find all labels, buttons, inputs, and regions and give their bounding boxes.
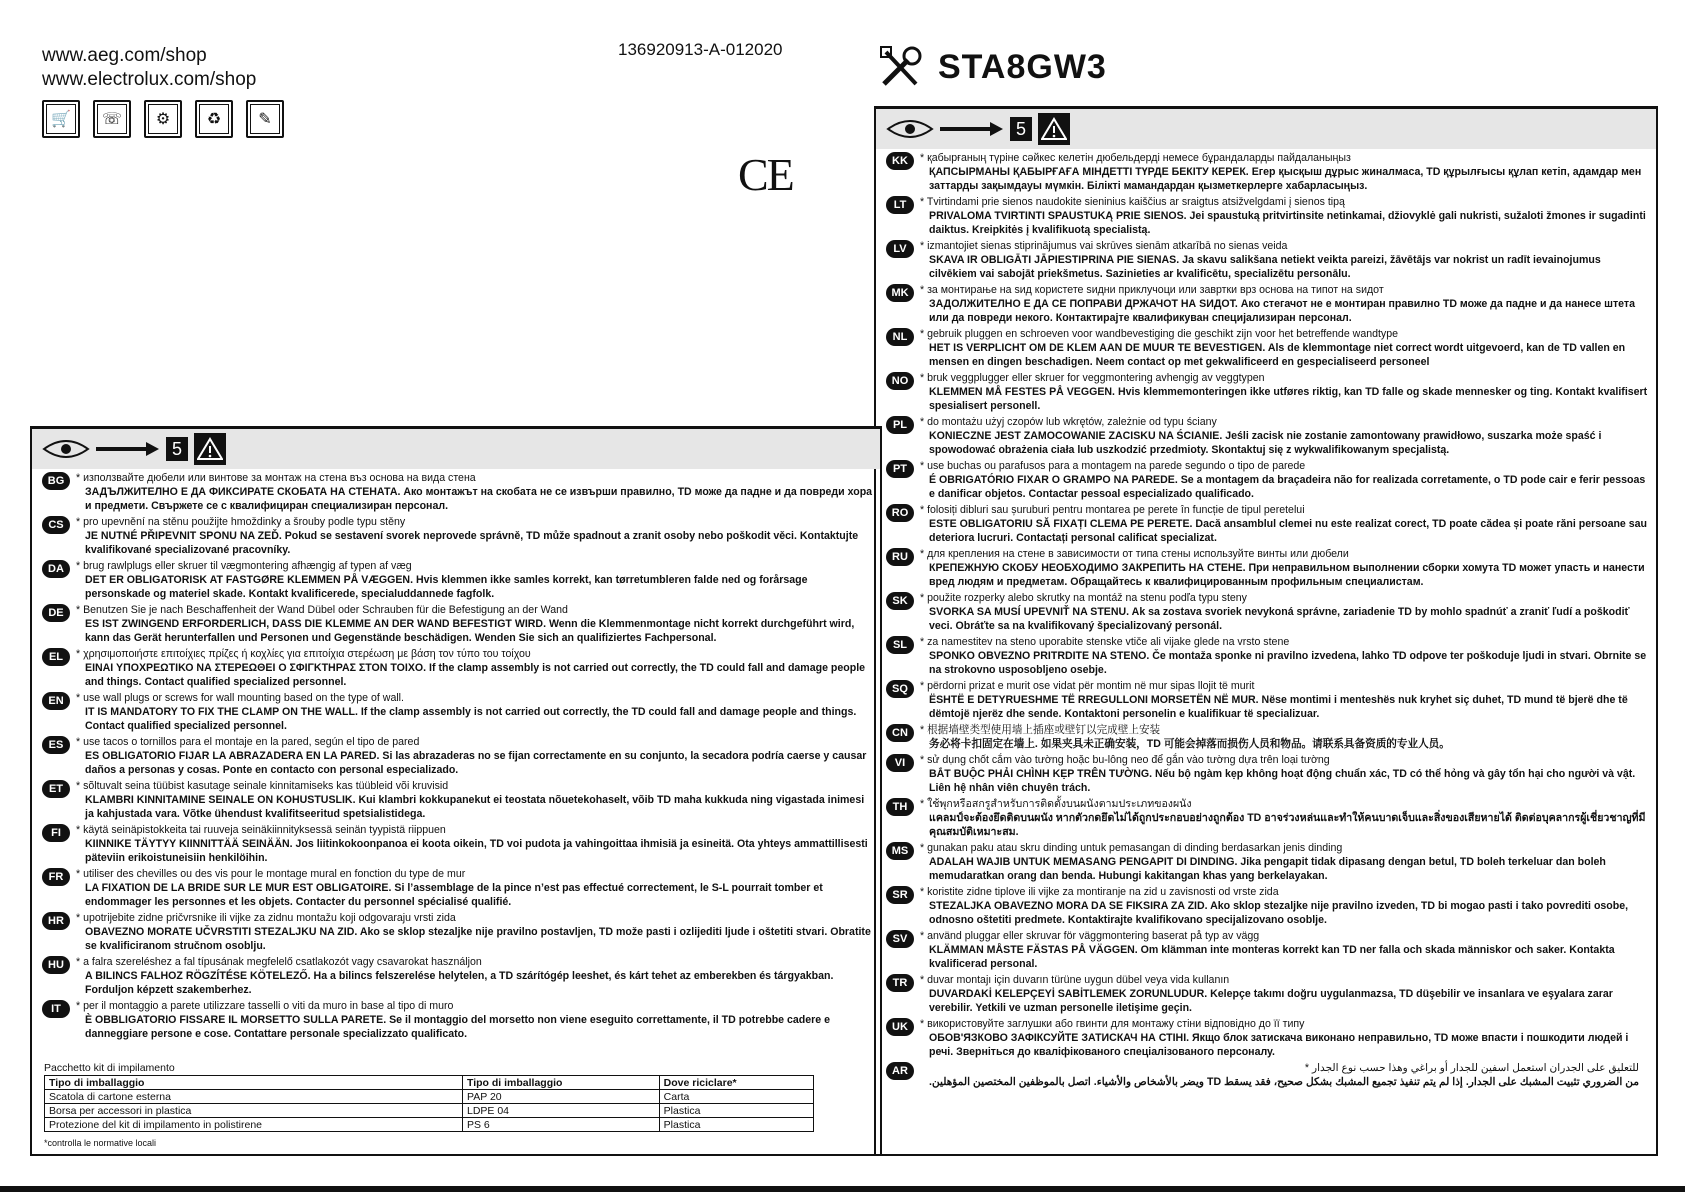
warning-line: DET ER OBLIGATORISK AT FASTGØRE KLEMMEN PÅ VÆGGEN. Hvis klemmen ikke samles korrekt, kan tørretumbleren falde ned og forårsage personskade og materiel skade. Kontakt kvalificerede, specialuddannede fagfolk. bbox=[85, 574, 808, 600]
instruction-line: * pro upevnění na stěnu použijte hmoždinky a šrouby podle typu stěny bbox=[76, 516, 406, 528]
step-number: 5 bbox=[1010, 117, 1032, 141]
language-item-nl bbox=[886, 327, 1650, 369]
table-cell: LDPE 04 bbox=[462, 1104, 659, 1118]
warning-line: KIINNIKE TÄYTYY KIINNITTÄÄ SEINÄÄN. Jos liitinkokoonpanoa ei koota oikein, TD voi pudota ja vahingoittaa ihmisiä ja esineitä. Ota yhteys ammattillisesti päteviin erikoistuneisiin henkilöihin. bbox=[85, 838, 868, 864]
language-item-hr bbox=[42, 911, 874, 953]
warning-line: OBAVEZNO MORATE UČVRSTITI STEZALJKU NA ZID. Ako se sklop stezaljke nije pravilno postavljen, TD može pasti i ozlijediti ljude i oštetiti stvari. Obratite se kvalificiranom stručnom osoblju. bbox=[85, 926, 871, 952]
column-header: Dove riciclare* bbox=[659, 1076, 813, 1090]
table-header-row bbox=[45, 1076, 814, 1090]
instruction-line: * sử dụng chốt cắm vào tường hoặc bu-lông neo để gắn vào tường dựa trên loại tường bbox=[920, 754, 1330, 766]
warning-line: ËSHTË E DETYRUESHME TË RREGULLONI MORSETËN NË MUR. Nëse montimi i menteshës nuk kryhet siç duhet, TD mund të bjerë dhe të dëmtojë njerëz dhe sende. Kontaktoni personelin e kualifikuar të specializuar. bbox=[929, 694, 1628, 720]
ce-mark: CE bbox=[738, 149, 793, 200]
instruction-line: * përdorni prizat e murit ose vidat për montim në mur sipas llojit të murit bbox=[920, 680, 1255, 692]
language-item-th bbox=[886, 797, 1650, 839]
language-badge: TH bbox=[886, 798, 914, 816]
language-badge: UK bbox=[886, 1018, 914, 1036]
instruction-text bbox=[920, 415, 1650, 457]
language-badge: TR bbox=[886, 974, 914, 992]
shop-urls bbox=[42, 44, 256, 92]
language-badge: MS bbox=[886, 842, 914, 860]
instruction-text bbox=[76, 823, 874, 865]
arrow-icon bbox=[940, 121, 1004, 137]
language-item-bg bbox=[42, 471, 874, 513]
warning-line: JE NUTNÉ PŘIPEVNIT SPONU NA ZEĎ. Pokud se sestavení svorek neprovede správně, TD může spadnout a zranit osoby nebo poškodit věci. Kontaktujte kvalifikované specializované pracovníky. bbox=[85, 530, 859, 556]
instruction-text bbox=[920, 591, 1650, 633]
warning-line: من الضروري تثبيت المشبك على الجدار. إذا لم يتم تنفيذ تجميع المشبك بشكل صحيح، فقد يسقط TD ويضر بالأشخاص والأشياء. اتصل بالموظفين المختصين المؤهلين. bbox=[929, 1076, 1640, 1088]
right-instructions bbox=[876, 149, 1656, 1089]
language-badge: RO bbox=[886, 504, 914, 522]
left-panel bbox=[30, 426, 882, 1156]
instruction-text bbox=[920, 503, 1650, 545]
language-item-es bbox=[42, 735, 874, 777]
language-item-et bbox=[42, 779, 874, 821]
instruction-line: * použite rozperky alebo skrutky na montáž na stenu podľa typu steny bbox=[920, 592, 1247, 604]
language-item-vi bbox=[886, 753, 1650, 795]
language-badge: LT bbox=[886, 196, 914, 214]
instruction-text bbox=[76, 515, 874, 557]
warning-line: IT IS MANDATORY TO FIX THE CLAMP ON THE WALL. If the clamp assembly is not carried out correctly, the TD could fall and damage people and things. Contact qualified specialized personnel. bbox=[85, 706, 857, 732]
warning-line: KONIECZNE JEST ZAMOCOWANIE ZACISKU NA ŚCIANIE. Jeśli zacisk nie zostanie zamontowany prawidłowo, suszarka może spaść i spowodować obrażenia ciała lub uszkodzić przedmioty. Skontaktuj się z wykwalifikowanym specjalistą. bbox=[929, 430, 1602, 456]
language-badge: MK bbox=[886, 284, 914, 302]
language-item-sv bbox=[886, 929, 1650, 971]
language-item-ar bbox=[886, 1061, 1650, 1089]
language-badge: PL bbox=[886, 416, 914, 434]
language-item-cs bbox=[42, 515, 874, 557]
instruction-text bbox=[920, 1061, 1639, 1089]
table-cell: PS 6 bbox=[462, 1118, 659, 1132]
instruction-line: * gebruik pluggen en schroeven voor wandbevestiging die geschikt zijn voor het betreffende wandtype bbox=[920, 328, 1399, 340]
cart-icon: 🛒 bbox=[42, 100, 80, 138]
warning-line: ESTE OBLIGATORIU SĂ FIXAȚI CLEMA PE PERETE. Dacă ansamblul clemei nu este realizat corect, TD poate cădea și poate răni persoane sau deteriora lucruri. Contactați personal calificat specializat. bbox=[929, 518, 1648, 544]
language-badge: SR bbox=[886, 886, 914, 904]
warning-icon bbox=[1038, 113, 1070, 145]
bottom-border bbox=[0, 1186, 1685, 1192]
table-row bbox=[45, 1104, 814, 1118]
instruction-text bbox=[920, 797, 1650, 839]
warning-line: SPONKO OBVEZNO PRITRDITE NA STENO. Če montaža sponke ni pravilno izvedena, lahko TD odpove ter poškoduje ljudi in stvari. Obrnite se na strokovno usposobljeno osebje. bbox=[929, 650, 1647, 676]
instruction-text bbox=[76, 603, 874, 645]
instruction-line: * Benutzen Sie je nach Beschaffenheit der Wand Dübel oder Schrauben für die Befestigung an der Wand bbox=[76, 604, 568, 616]
language-badge: KK bbox=[886, 152, 914, 170]
instruction-text bbox=[76, 471, 874, 513]
model-name: STA8GW3 bbox=[938, 47, 1107, 86]
settings-icon: ⚙ bbox=[144, 100, 182, 138]
warning-line: É OBRIGATÓRIO FIXAR O GRAMPO NA PAREDE. Se a montagem da braçadeira não for realizada corretamente, o TD pode cair e ferir pessoas e danificar objetos. Contactar pessoal especializado qualificado. bbox=[929, 474, 1646, 500]
instruction-line: * използвайте дюбели или винтове за монтаж на стена въз основа на вида стена bbox=[76, 472, 476, 484]
warning-line: A BILINCS FALHOZ RÖGZÍTÉSE KÖTELEZŐ. Ha a bilincs felszerelése helytelen, a TD szárítógép leeshet, és kárt tehet az emberekben és tárgyakban. Forduljon képzett szakemberhez. bbox=[85, 970, 834, 996]
instruction-line: * за монтирање на ѕид користете ѕидни приклучоци или завртки врз основа на типот на ѕидот bbox=[920, 284, 1384, 296]
table-row bbox=[45, 1090, 814, 1104]
instruction-text bbox=[920, 239, 1650, 281]
language-item-sr bbox=[886, 885, 1650, 927]
language-item-sk bbox=[886, 591, 1650, 633]
language-item-en bbox=[42, 691, 874, 733]
instruction-text bbox=[920, 679, 1650, 721]
model-header bbox=[878, 44, 1107, 90]
support-icon: ☏ bbox=[93, 100, 131, 138]
language-item-sl bbox=[886, 635, 1650, 677]
instruction-text bbox=[920, 327, 1650, 369]
language-badge: BG bbox=[42, 472, 70, 490]
warning-line: STEZALJKA OBAVEZNO MORA DA SE FIKSIRA ZA ZID. Ako sklop stezaljke nije pravilno izveden, TD bi mogao pasti i tako povrediti osobe, odnosno oštetiti predmete. Kontaktirajte kvalifikovano specijalizovano osoblje. bbox=[929, 900, 1629, 926]
instruction-line: * upotrijebite zidne pričvrsnike ili vijke za zidnu montažu koji odgovaraju vrsti zida bbox=[76, 912, 456, 924]
warning-line: SKAVA IR OBLIGĀTI JĀPIESTIPRINA PIE SIENAS. Ja skavu salikšana netiekt veikta pareizi, žāvētājs var nokrist un radīt ievainojumus cilvēkiem vai sabojāt priekšmetus. Sazinieties ar kvalificētu, specializētu personālu. bbox=[929, 254, 1601, 280]
instruction-line: * za namestitev na steno uporabite stenske vtiče ali vijake glede na vrsto stene bbox=[920, 636, 1290, 648]
packaging-table bbox=[44, 1075, 814, 1132]
language-badge: DA bbox=[42, 560, 70, 578]
language-badge: FI bbox=[42, 824, 70, 842]
instruction-line: * bruk veggplugger eller skruer for veggmontering avhengig av veggtypen bbox=[920, 372, 1265, 384]
language-badge: ET bbox=[42, 780, 70, 798]
language-badge: HU bbox=[42, 956, 70, 974]
language-badge: HR bbox=[42, 912, 70, 930]
language-badge: PT bbox=[886, 460, 914, 478]
instruction-text bbox=[76, 559, 874, 601]
language-item-fr bbox=[42, 867, 874, 909]
language-badge: EN bbox=[42, 692, 70, 710]
eye-icon bbox=[42, 437, 90, 461]
instruction-text bbox=[920, 283, 1650, 325]
instruction-text bbox=[920, 841, 1650, 883]
instruction-text bbox=[920, 371, 1650, 413]
service-icons bbox=[42, 100, 284, 138]
warning-line: ОБОВ'ЯЗКОВО ЗАФІКСУЙТЕ ЗАТИСКАЧ НА СТІНІ. Якщо блок затискача виконано неправильно, TD може впасти і пошкодити людей і речі. Зверніться до кваліфікованого спеціалізованого персоналу. bbox=[929, 1032, 1629, 1058]
instruction-line: * utiliser des chevilles ou des vis pour le montage mural en fonction du type de mur bbox=[76, 868, 466, 880]
instruction-line: * қабырғаның түріне сәйкес келетін дюбельдерді немесе бұрандаларды пайдаланыңыз bbox=[920, 152, 1351, 164]
warning-line: ΕΙΝΑΙ ΥΠΟΧΡΕΩΤΙΚΟ ΝΑ ΣΤΕΡΕΩΘΕΙ Ο ΣΦΙΓΚΤΗΡΑΣ ΣΤΟΝ ΤΟΙΧΟ. If the clamp assembly is not carried out correctly, the TD could fall and damage people and things. Contact qualified specialized personnel. bbox=[85, 662, 866, 688]
instruction-line: * sõltuvalt seina tüübist kasutage seinale kinnitamiseks kas tüübleid või kruvisid bbox=[76, 780, 449, 792]
instruction-line: * для крепления на стене в зависимости от типа стены используйте винты или дюбели bbox=[920, 548, 1349, 560]
table-cell: Plastica bbox=[659, 1104, 813, 1118]
table-cell: Plastica bbox=[659, 1118, 813, 1132]
instruction-text bbox=[920, 1017, 1650, 1059]
warning-line: ES IST ZWINGEND ERFORDERLICH, DASS DIE KLEMME AN DER WAND BEFESTIGT WIRD. Wenn die Klemmenmontage nicht korrekt durchgeführt wird, kann das Gerät herunterfallen und Personen und Gegenstände beschädigen. Wenden Sie sich an qualifiziertes Fachpersonal. bbox=[85, 618, 855, 644]
shop-icon: ✎ bbox=[246, 100, 284, 138]
document-code: 136920913-A-012020 bbox=[618, 40, 783, 59]
right-panel bbox=[874, 106, 1658, 1156]
recycle-icon: ♻ bbox=[195, 100, 233, 138]
language-item-pl bbox=[886, 415, 1650, 457]
instruction-text bbox=[920, 151, 1650, 193]
instruction-text bbox=[920, 195, 1650, 237]
instruction-text bbox=[920, 635, 1650, 677]
instruction-line: * per il montaggio a parete utilizzare tasselli o viti da muro in base al tipo di muro bbox=[76, 1000, 454, 1012]
language-item-tr bbox=[886, 973, 1650, 1015]
warning-line: KLAMBRI KINNITAMINE SEINALE ON KOHUSTUSLIK. Kui klambri kokkupanekut ei teostata nõuetekohaselt, võib TD maha kukkuda ning vigastada inimesi ja kahjustada vara. Võtke ühendust kvalifitseeritud spetsialistidega. bbox=[85, 794, 865, 820]
instruction-line: * brug rawlplugs eller skruer til vægmontering afhængig af typen af væg bbox=[76, 560, 412, 572]
packaging-note: *controlla le normative locali bbox=[44, 1138, 157, 1148]
language-item-da bbox=[42, 559, 874, 601]
instruction-line: * käytä seinäpistokkeita tai ruuveja seinäkiinnityksessä seinän tyypistä riippuen bbox=[76, 824, 446, 836]
language-badge: SK bbox=[886, 592, 914, 610]
language-badge: LV bbox=[886, 240, 914, 258]
instruction-text bbox=[76, 911, 874, 953]
warning-line: LA FIXATION DE LA BRIDE SUR LE MUR EST OBLIGATOIRE. Si l’assemblage de la pince n’est pas effectué correctement, le S-L pourrait tomber et endommager les personnes et les objets. Contacter du personnel spécialisé qualifié. bbox=[85, 882, 823, 908]
language-item-mk bbox=[886, 283, 1650, 325]
language-badge: CS bbox=[42, 516, 70, 534]
language-item-fi bbox=[42, 823, 874, 865]
instruction-text bbox=[920, 753, 1650, 795]
language-badge: ES bbox=[42, 736, 70, 754]
instruction-text bbox=[76, 691, 874, 733]
table-cell: Scatola di cartone esterna bbox=[45, 1090, 463, 1104]
language-badge: FR bbox=[42, 868, 70, 886]
instruction-line: * izmantojiet sienas stiprinājumus vai skrūves sienām atkarībā no sienas veida bbox=[920, 240, 1288, 252]
instruction-line: * Tvirtindami prie sienos naudokite sieninius kaiščius ar sraigtus atsižvelgdami į sienos tipą bbox=[920, 196, 1345, 208]
warning-line: 务必将卡扣固定在墙上. 如果夹具未正确安装，TD 可能会掉落而损伤人员和物品。请联系具备资质的专业人员。 bbox=[929, 738, 1450, 750]
instruction-text bbox=[76, 735, 874, 777]
instruction-text bbox=[76, 647, 874, 689]
language-badge: EL bbox=[42, 648, 70, 666]
instruction-text bbox=[76, 999, 874, 1041]
instruction-text bbox=[920, 459, 1650, 501]
aeg-url[interactable]: www.aeg.com/shop bbox=[42, 45, 207, 66]
instruction-line: * ใช้พุกหรือสกรูสำหรับการติดตั้งบนผนังตามประเภทของผนัง bbox=[920, 798, 1192, 810]
instruction-text bbox=[76, 867, 874, 909]
instruction-line: * gunakan paku atau skru dinding untuk pemasangan di dinding berdasarkan jenis dinding bbox=[920, 842, 1343, 854]
instruction-line: للتعليق على الجدران استعمل اسفين للجدار أو براغي وهذا حسب نوع الجدار * bbox=[1304, 1062, 1640, 1074]
instruction-line: * use buchas ou parafusos para a montagem na parede segundo o tipo de parede bbox=[920, 460, 1306, 472]
instruction-text bbox=[920, 885, 1650, 927]
table-cell: Borsa per accessori in plastica bbox=[45, 1104, 463, 1118]
panel-header-right bbox=[876, 106, 1656, 149]
table-cell: Carta bbox=[659, 1090, 813, 1104]
language-badge: IT bbox=[42, 1000, 70, 1018]
instruction-line: * use wall plugs or screws for wall mounting based on the type of wall. bbox=[76, 692, 404, 704]
language-badge: DE bbox=[42, 604, 70, 622]
language-item-ro bbox=[886, 503, 1650, 545]
warning-line: KLEMMEN MÅ FESTES PÅ VEGGEN. Hvis klemmemonteringen ikke utføres riktig, kan TD falle og skade mennesker og ting. Kontakt kvalifisert spesialisert personell. bbox=[929, 386, 1648, 412]
instruction-line: * do montażu użyj czopów lub wkrętów, zależnie od typu ściany bbox=[920, 416, 1217, 428]
language-badge: SL bbox=[886, 636, 914, 654]
language-badge: SQ bbox=[886, 680, 914, 698]
instruction-line: * duvar montajı için duvarın türüne uygun dübel veya vida kullanın bbox=[920, 974, 1230, 986]
warning-line: BẮT BUỘC PHẢI CHÌNH KẸP TRÊN TƯỜNG. Nếu bộ ngàm kẹp không hoạt động chuẩn xác, TD có thể hỏng và gây tổn hại cho người và vật. Liên hệ nhân viên chuyên trách. bbox=[929, 768, 1636, 794]
eye-icon bbox=[886, 117, 934, 141]
language-item-lt bbox=[886, 195, 1650, 237]
language-item-cn bbox=[886, 723, 1650, 751]
instruction-line: * використовуйте заглушки або гвинти для монтажу стіни відповідно до її типу bbox=[920, 1018, 1305, 1030]
language-badge: VI bbox=[886, 754, 914, 772]
language-item-no bbox=[886, 371, 1650, 413]
warning-icon bbox=[194, 433, 226, 465]
warning-line: ЗАДОЛЖИТЕЛНО Е ДА СЕ ПОПРАВИ ДРЖАЧОТ НА ЅИДОТ. Ако стегачот не е монтиран правилно TD може да падне и да нанесе штета или да повреди некого. Контактирајте квалификуван специјализиран персонал. bbox=[929, 298, 1636, 324]
instruction-text bbox=[920, 723, 1450, 751]
language-item-ms bbox=[886, 841, 1650, 883]
warning-line: È OBBLIGATORIO FISSARE IL MORSETTO SULLA PARETE. Se il montaggio del morsetto non viene eseguito correttamente, il TD potrebbe cadere e danneggiare persone e cose. Contattare personale specializzato qualificato. bbox=[85, 1014, 831, 1040]
instruction-line: * use tacos o tornillos para el montaje en la pared, según el tipo de pared bbox=[76, 736, 420, 748]
instruction-line: * använd pluggar eller skruvar för väggmontering baserat på typ av vägg bbox=[920, 930, 1260, 942]
warning-line: DUVARDAKİ KELEPÇEYİ SABİTLEMEK ZORUNLUDUR. Kelepçe takımı doğru uygulanmazsa, TD düşebilir ve insanlara ve eşyalara zarar verebilir. Yetkili ve uzman personelle iletişime geçin. bbox=[929, 988, 1613, 1014]
language-item-pt bbox=[886, 459, 1650, 501]
language-item-uk bbox=[886, 1017, 1650, 1059]
warning-line: HET IS VERPLICHT OM DE KLEM AAN DE MUUR TE BEVESTIGEN. Als de klemmontage niet correct wordt uitgevoerd, kan de TD vallen en mensen en dingen beschadigen. Neem contact op met gekwalificeerd en gespecialiseerd personeel bbox=[929, 342, 1626, 368]
instruction-text bbox=[920, 973, 1650, 1015]
table-row bbox=[45, 1118, 814, 1132]
instruction-text bbox=[920, 929, 1650, 971]
language-item-el bbox=[42, 647, 874, 689]
language-item-kk bbox=[886, 151, 1650, 193]
instruction-text bbox=[76, 955, 874, 997]
warning-line: SVORKA SA MUSÍ UPEVNIŤ NA STENU. Ak sa zostava svoriek nevykoná správne, zariadenie TD by mohlo spadnúť a zraniť ľudí a poškodiť veci. Obráťte sa na kvalifikovaný špecializovaný personál. bbox=[929, 606, 1630, 632]
warning-line: PRIVALOMA TVIRTINTI SPAUSTUKĄ PRIE SIENOS. Jei spaustuką pritvirtinsite netinkamai, džiovyklė gali nukristi, sužaloti žmones ir sugadinti daiktus. Kreipkitės į kvalifikuotą specialistą. bbox=[929, 210, 1646, 236]
language-badge: NL bbox=[886, 328, 914, 346]
left-instructions bbox=[32, 469, 880, 1041]
warning-line: แคลมป์จะต้องยึดติดบนผนัง หากตัวกดยึดไม่ได้ถูกประกอบอย่างถูกต้อง TD อาจร่วงหล่นและทำให้คนบาดเจ็บและสิ่งของเสียหายได้ ติดต่อบุคลากรผู้เชี่ยวชาญที่มีคุณสมบัติเหมาะสม. bbox=[929, 812, 1646, 838]
language-badge: SV bbox=[886, 930, 914, 948]
table-cell: PAP 20 bbox=[462, 1090, 659, 1104]
arrow-icon bbox=[96, 441, 160, 457]
language-badge: NO bbox=[886, 372, 914, 390]
instruction-line: * koristite zidne tiplove ili vijke za montiranje na zid u zavisnosti od vrste zida bbox=[920, 886, 1279, 898]
language-item-lv bbox=[886, 239, 1650, 281]
column-header: Tipo di imballaggio bbox=[462, 1076, 659, 1090]
electrolux-url[interactable]: www.electrolux.com/shop bbox=[42, 69, 257, 90]
warning-line: КРЕПЕЖНУЮ СКОБУ НЕОБХОДИМО ЗАКРЕПИТЬ НА СТЕНЕ. При неправильном выполнении сборки хомута TD может упасть и нанести вред людям и предметам. Обращайтесь к квалифицированным профильным специалистам. bbox=[929, 562, 1645, 588]
warning-line: KLÄMMAN MÅSTE FÄSTAS PÅ VÄGGEN. Om klämman inte monteras korrekt kan TD ner falla och skada människor och saker. Kontakta kvalificerad personal. bbox=[929, 944, 1615, 970]
language-item-it bbox=[42, 999, 874, 1041]
warning-line: ҚАПСЫРМАНЫ ҚАБЫРҒАҒА МІНДЕТТІ ТҮРДЕ БЕКІТУ КЕРЕК. Егер қысқыш дұрыс жиналмаса, TD құрылғысы құлап кетіп, адамдар мен заттарды зақымдауы мүмкін. Білікті мамандардан қызметкерлерге хабарласыңыз. bbox=[929, 166, 1642, 192]
language-item-ru bbox=[886, 547, 1650, 589]
language-item-de bbox=[42, 603, 874, 645]
step-number: 5 bbox=[166, 437, 188, 461]
instruction-line: * χρησιμοποιήστε επιτοίχιες πρίζες ή κοχλίες για επιτοίχια στερέωση με βάση τον τύπο του τοίχου bbox=[76, 648, 531, 660]
table-cell: Protezione del kit di impilamento in polistirene bbox=[45, 1118, 463, 1132]
warning-line: ES OBLIGATORIO FIJAR LA ABRAZADERA EN LA PARED. Si las abrazaderas no se fijan correctamente en su conjunto, la secadora podría caerse y causar daños a personas y cosas. Ponte en contacto con personal especializado. bbox=[85, 750, 867, 776]
column-header: Tipo di imballaggio bbox=[45, 1076, 463, 1090]
warning-line: ЗАДЪЛЖИТЕЛНО Е ДА ФИКСИРАТЕ СКОБАТА НА СТЕНАТА. Ако монтажът на скобата не се извърши правилно, TD може да падне и да повреди хора и предмети. Свържете се с квалифициран специализиран персонал. bbox=[85, 486, 873, 512]
packaging-title: Pacchetto kit di impilamento bbox=[44, 1062, 175, 1074]
instruction-line: * folosiți dibluri sau șuruburi pentru montarea pe perete în funcție de tipul peretelui bbox=[920, 504, 1305, 516]
instruction-line: * a falra szereléshez a fal típusának megfelelő csatlakozót vagy csavarokat használjon bbox=[76, 956, 482, 968]
instruction-text bbox=[920, 547, 1650, 589]
panel-header-left bbox=[32, 426, 880, 469]
tools-icon bbox=[878, 44, 924, 90]
language-item-sq bbox=[886, 679, 1650, 721]
language-item-hu bbox=[42, 955, 874, 997]
warning-line: ADALAH WAJIB UNTUK MEMASANG PENGAPIT DI DINDING. Jika pengapit tidak dipasang dengan betul, TD boleh terkeluar dan boleh memudaratkan orang dan benda. Hubungi kakitangan khas yang berkelayakan. bbox=[929, 856, 1606, 882]
language-badge: RU bbox=[886, 548, 914, 566]
instruction-line: * 根据墙壁类型使用墙上插座或壁钉以完成壁上安装 bbox=[920, 724, 1161, 736]
language-badge: CN bbox=[886, 724, 914, 742]
language-badge: AR bbox=[886, 1062, 914, 1080]
instruction-text bbox=[76, 779, 874, 821]
